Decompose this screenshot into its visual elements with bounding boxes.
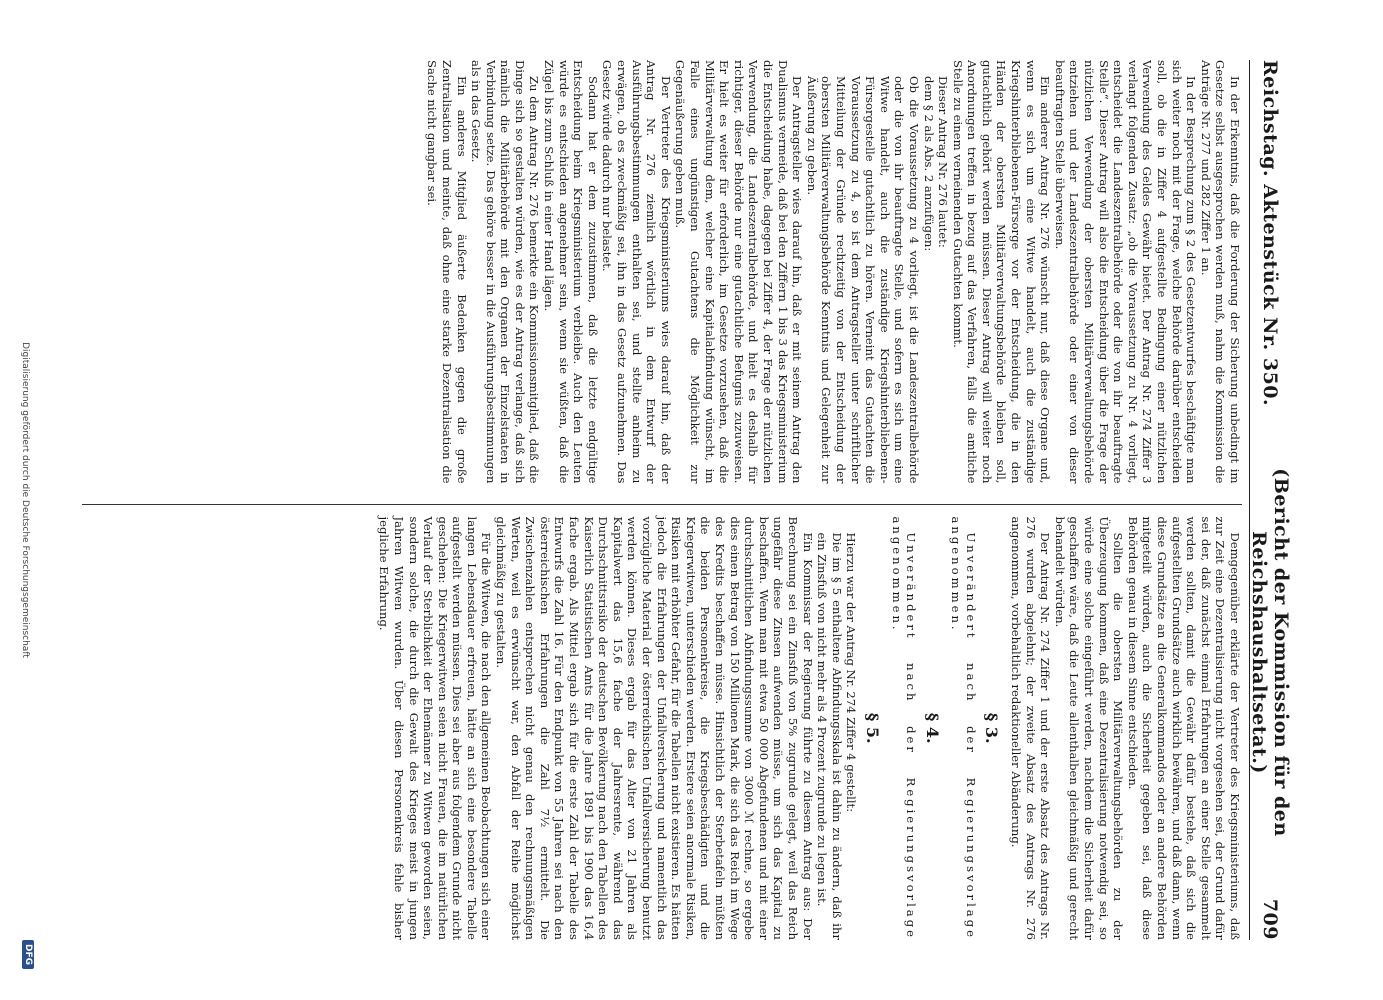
- page-number: 709: [1259, 898, 1281, 940]
- section-heading-4: § 4.: [922, 712, 942, 744]
- paragraph: Dieser Antrag Nr. 276 lautet:: [936, 76, 951, 248]
- paragraph: Demgegenüber erklärte der Vertreter des Kriegsministeriums, daß zur Zeit eine Dezentralisierung nicht vorgesehen sei, der Grund dafür sei der, daß zunächst einmal Erfahrungen an einer Stelle gesammelt werden sollten, damit die Gewähr dafür bestehe, daß sich die aufgestellten Grundsätze auch wirklich bewähren, und daß dann, wenn diese Grundsätze an die Generalkommandos oder an andere Behörden mitgeteilt würden, auch die Sicherheit gegeben sei, daß diese Behörden genau in diesem Sinne entschieden.: [1125, 516, 1242, 940]
- header-title: (Bericht der Kommission für den Reichshaushaltsetat.): [1248, 468, 1292, 837]
- quoted-amendment: Die im § 5 enthaltene Abfindungsskala ist dahin zu ändern, daß ihr ein Zinsfuß von nicht mehr als 4 Prozent zugrunde zu legen ist.: [815, 532, 844, 940]
- paragraph: dem § 2 als Abs. 2 anzufügen:: [921, 76, 936, 252]
- paragraph: In der Besprechung zum § 2 des Gesetzentwurfes beschäftigte man sich weiter noch mit der Frage, welche Behörde darüber entscheiden soll, ob die in Ziffer 4 aufgestellte Bedingung einer nützlichen Verwendung des Geldes Gewähr bietet. Der Antrag Nr. 274 Ziffer 3 verlangt folgenden Zusatz: „ob die Voraussetzung zu Nr. 4 vorliegt, entscheidet die Landeszentralbehörde oder die von ihr beauftragte Stelle“. Dieser Antrag will also die Entscheidung über die Frage der nützlichen Verwendung der obersten Militärverwaltungsbehörde entziehen und der Landeszentralbehörde oder einer von dieser beauftragten Stelle überweisen.: [1052, 60, 1199, 484]
- section-4-text: Unverändert nach der Regierungsvorlage angenommen.: [889, 516, 919, 940]
- paragraph: Ein Kommissar der Regierung führte zu diesem Antrag aus: Der Berechnung sei ein Zinsfuß von 5% zugrunde gelegt, weil das Reich ungefähr diese Zinsen aufwenden müsse, um sich das Kapital zu beschaffen. Wenn man mit etwa 50 000 Abgefundenen und mit einer durchschnittlichen Abfindungssumme von 3000 ℳ rechne, so ergebe dies einen Betrag von 150 Millionen Mark, die sich das Reich im Wege des Kredits beschaffen müsse. Hinsichtlich der Sterbetafeln müßten die beiden Personenkreise, die Kriegsbeschädigten und die Kriegerwitwen, unterschieden werden. Erstere seien anormale Risiken, Risiken mit erhöhter Gefahr, für die Tabellen nicht existieren. Es hätten jedoch die Erfahrungen der Unfallversicherung und namentlich das vorzügliche Material der österreichischen Unfallversicherung benutzt werden können. Dieses ergab für das Alter von 21 Jahren als Kapitalwert das 15,6 fache der Jahresrente, während das Durchschnittsrisiko der deutschen Bevölkerung nach den Tabellen des Kaiserlich Statistischen Amts für die Jahre 1891 bis 1900 das 16,4 fache ergab. Als Mittel ergab sich für die erste Zahl der Tabelle des Entwurfs die Zahl 16. Für den Endpunkt von 55 Jahren sei nach den österreichischen Erfahrungen die Zahl 7½ ermittelt. Die Zwischenzahlen entsprechen nicht genau den rechnungsmäßigen Werten, weil es erwünscht war, den Abfall der Reihe möglichst gleichmäßig zu gestalten.: [494, 516, 815, 940]
- header-left: Reichstag. Aktenstück Nr. 350.: [1259, 60, 1281, 407]
- paragraph: Der Vertreter des Kriegsministeriums wies darauf hin, daß der Antrag Nr. 276 ziemlich wörtlich in dem Entwurf der Ausführungsbestimmungen enthalten sei, und stellte anheim zu erwägen, ob es zweckmäßig sei, ihn in das Gesetz aufzunehmen. Das Gesetz würde dadurch nur belastet.: [600, 60, 673, 484]
- section-3-text: Unverändert nach der Regierungsvorlage angenommen.: [949, 516, 978, 940]
- section-heading-5: § 5.: [862, 712, 882, 744]
- paragraph: Zu dem Antrag Nr. 276 bemerkte ein Kommissionsmitglied, daß die Dinge sich so gestalten würden, wie es der Antrag verlange, daß sich nämlich die Militärbehörde mit den Organen der Einzelstaaten in Verbindung setze. Das gehöre besser in die Ausführungsbestimmungen als in das Gesetz.: [469, 60, 542, 484]
- paragraph: Sollten die obersten Militärverwaltungsbehörden zu der Überzeugung kommen, daß eine Dezentralisierung notwendig sei, so würde eine solche eingeführt werden, nachdem die Sicherheit dafür geschaffen wäre, daß die Leute allenthalben gleichmäßig und gerecht behandelt würden.: [1052, 516, 1126, 940]
- paragraph: Ein anderer Antrag Nr. 276 wünscht nur, daß diese Organe und, wenn es sich um eine Witwe handelt, auch die zuständige Kriegshinterbliebenen-Fürsorge vor der Entscheidung, die in den Händen der obersten Militärverwaltungsbehörde bleiben soll, gutachtlich gehört werden müssen. Dieser Antrag will weiter noch Anordnungen treffen in bezug auf das Verfahren, falls die amtliche Stelle zu einem verneinenden Gutachten kommt.: [950, 60, 1053, 484]
- right-column: [82, 504, 1242, 941]
- digitization-note: Digitalisierung gefördert durch die Deutsche Forschungsgemeinschaft: [20, 342, 30, 658]
- left-column: [82, 60, 1242, 484]
- paragraph: Ein anderes Mitglied äußerte Bedenken gegen die große Zentralisation und meinte, daß ohne eine starke Dezentralisation die Sache nicht gangbar sei.: [425, 60, 469, 484]
- paragraph: Der Antrag Nr. 274 Ziffer 1 und der erste Absatz des Antrags Nr. 276 wurden abgelehnt; der zweite Absatz des Antrags Nr. 276 angenommen, vorbehaltlich redaktioneller Abänderung.: [1009, 516, 1053, 940]
- running-head: [1249, 60, 1290, 940]
- paragraph: Der Antragsteller wies darauf hin, daß er mit seinem Antrag den Dualismus vermeide, daß bei den Ziffern 1 bis 3 das Kriegsministerium die Entscheidung habe, dagegen bei Ziffer 4, der Frage der nützlichen Verwendung, die Landeszentralbehörde, und hielt es deshalb für richtiger, dieser Behörde nur eine gutachtliche Befugnis zuzuweisen. Er hielt es weiter für erforderlich, im Gesetze vorzusehen, daß die Militärverwaltung dem, welcher eine Kapitalabfindung wünscht, im Falle eines ungünstigen Gutachtens die Möglichkeit zur Gegenäußerung geben muß.: [673, 60, 805, 484]
- dfg-logo: DFG: [22, 940, 34, 969]
- paragraph: In der Erkenntnis, daß die Forderung der Sicherung unbedingt im Gesetze selbst ausgesprochen werden muß, nahm die Kommission die Anträge Nr. 277 und 282 Ziffer 1 an.: [1198, 60, 1242, 484]
- section-heading-3: § 3.: [982, 712, 1002, 744]
- quoted-amendment: Ob die Voraussetzung zu 4 vorliegt, ist die Landeszentralbehörde oder die von ihr beauftragte Stelle, und sofern es sich um eine Witwe handelt, auch die zuständige Kriegshinterbliebenen-Fürsorgestelle gutachtlich zu hören. Verneint das Gutachten die Voraussetzung zu 4, so ist dem Antragsteller unter schriftlicher Mitteilung der Gründe rechtzeitig von der Entscheidung der obersten Militärverwaltungsbehörde Kenntnis und Gelegenheit zur Äußerung zu geben.: [804, 76, 921, 484]
- text-columns: [82, 60, 1242, 940]
- paragraph: Sodann hat er dem zuzustimmen, daß die letzte endgültige Entscheidung beim Kriegsministerium verbleibe. Auch den Leuten würde es entschieden angenehmer sein, wenn sie wüßten, daß die Zügel bis zum Schluß in einer Hand lägen.: [542, 60, 600, 484]
- paragraph: Hierzu war der Antrag Nr. 274 Ziffer 4 gestellt:: [844, 532, 859, 813]
- paragraph: Für die Witwen, die nach den allgemeinen Beobachtungen sich einer langen Lebensdauer erfreuen, hätte an sich eine besondere Tabelle aufgestellt werden müssen. Dies sei aber aus folgendem Grunde nicht geschehen: Die Kriegerwitwen seien nicht Frauen, die im natürlichen Verlauf der Sterblichkeit der Ehemänner zu Witwen geworden seien, sondern solche, die durch die Gewalt des Krieges meist in jungen Jahren Witwen wurden. Über diesen Personenkreis fehle bisher jegliche Erfahrung.: [377, 516, 494, 940]
